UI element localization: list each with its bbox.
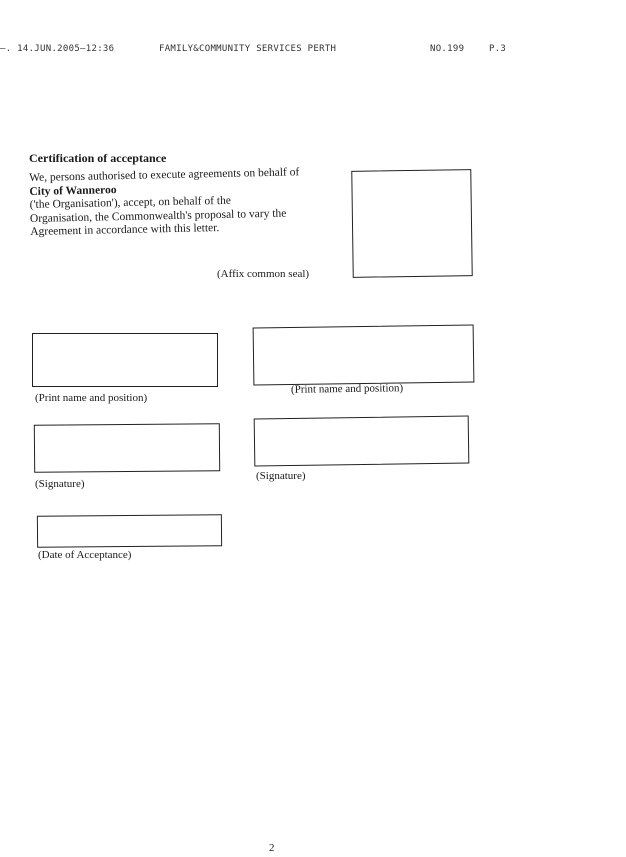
common-seal-box bbox=[351, 169, 472, 278]
fax-sender: FAMILY&COMMUNITY SERVICES PERTH bbox=[159, 44, 337, 54]
signature-label-left: (Signature) bbox=[35, 478, 85, 490]
print-name-field-left bbox=[32, 333, 218, 387]
certification-line-2: ('the Organisation'), accept, on behalf of the bbox=[29, 194, 232, 211]
organisation-name: City of Wanneroo bbox=[29, 183, 117, 198]
certification-line-3: Organisation, the Commonwealth's proposal to vary the bbox=[29, 207, 287, 225]
fax-header bbox=[0, 44, 626, 60]
signature-field-right bbox=[254, 416, 470, 467]
date-of-acceptance-field bbox=[37, 514, 222, 548]
date-of-acceptance-label: (Date of Acceptance) bbox=[38, 549, 132, 561]
seal-label: (Affix common seal) bbox=[217, 268, 310, 280]
signature-label-right: (Signature) bbox=[256, 470, 306, 482]
fax-date-time: —. 14.JUN.2005—12:36 bbox=[0, 44, 115, 54]
certification-line-4: Agreement in accordance with this letter. bbox=[30, 222, 220, 238]
fax-page: P.3 bbox=[489, 44, 507, 54]
certification-heading: Certification of acceptance bbox=[29, 151, 167, 165]
fax-number: NO.199 bbox=[430, 44, 465, 54]
print-name-label-right: (Print name and position) bbox=[290, 382, 404, 396]
signature-field-left bbox=[34, 423, 220, 473]
print-name-label-left: (Print name and position) bbox=[35, 392, 148, 404]
certification-text bbox=[29, 166, 330, 240]
print-name-field-right bbox=[253, 324, 475, 385]
page-number: 2 bbox=[269, 842, 275, 854]
certification-line-1: We, persons authorised to execute agreements on behalf of bbox=[29, 166, 300, 184]
